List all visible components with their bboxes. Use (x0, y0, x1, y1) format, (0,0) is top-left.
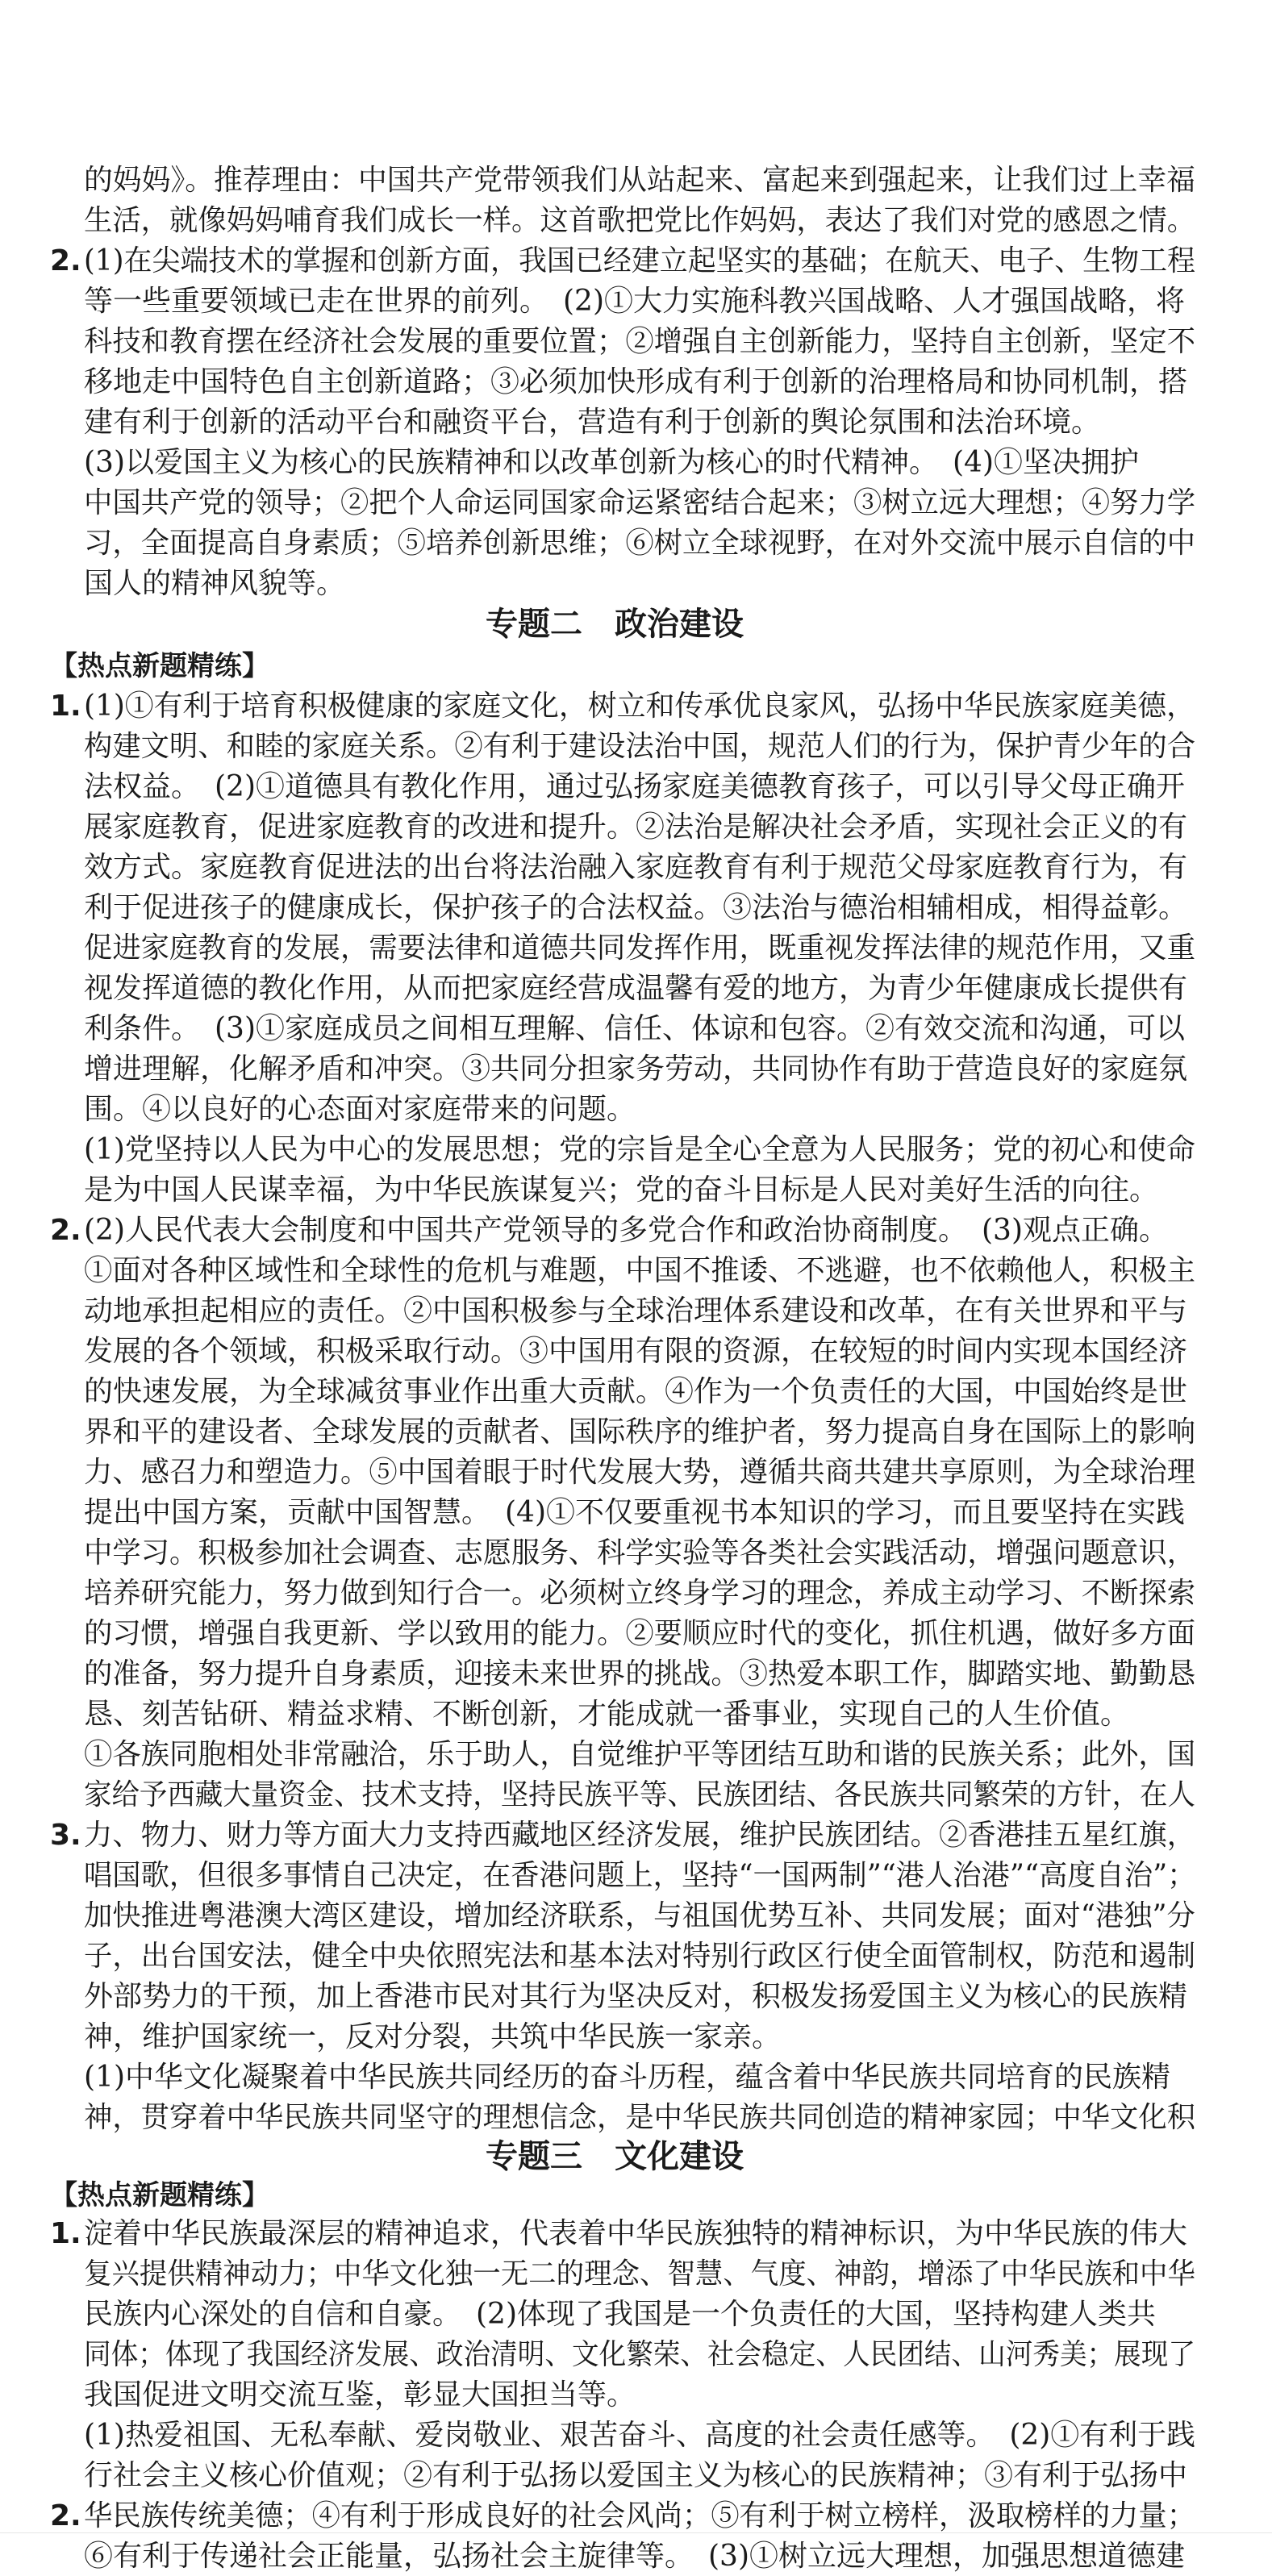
text-line: (1)在尖端技术的掌握和创新方面，我国已经建立起坚实的基础；在航天、电子、生物工程 (84, 244, 1195, 277)
section-heading: 专题三 文化建设 (486, 2138, 744, 2175)
text-line: 淀着中华民族最深层的精神追求，代表着中华民族独特的精神标识，为中华民族的伟大 (84, 2217, 1188, 2250)
text-line: 神，维护国家统一，反对分裂，共筑中华民族一家亲。 (84, 2020, 782, 2053)
text-line: 中国共产党的领导；②把个人命运同国家命运紧密结合起来；③树立远大理想；④努力学 (84, 486, 1196, 519)
text-line: 法权益。 (2)①道德具有教化作用，通过弘扬家庭美德教育孩子，可以引导父母正确开 (84, 770, 1185, 803)
text-line: (1)①有利于培育积极健康的家庭文化，树立和传承优良家风，弘扬中华民族家庭美德， (84, 690, 1196, 723)
text-line: 恳、刻苦钻研、精益求精、不断创新，才能成就一番事业，实现自己的人生价值。 (84, 1698, 1130, 1731)
text-line: 复兴提供精神动力；中华文化独一无二的理念、智慧、气度、神韵，增添了中华民族和中华 (84, 2257, 1195, 2290)
text-line: 力、感召力和塑造力。⑤中国着眼于时代发展大势，遵循共商共建共享原则，为全球治理 (84, 1456, 1196, 1489)
text-line: 构建文明、和睦的家庭关系。②有利于建设法治中国，规范人们的行为，保护青少年的合 (84, 730, 1196, 763)
text-line: 加快推进粤港澳大湾区建设，增加经济联系，与祖国优势互补、共同发展；面对“港独”分 (84, 1899, 1195, 1932)
text-line: (1)中华文化凝聚着中华民族共同经历的奋斗历程，蕴含着中华民族共同培育的民族精 (84, 2061, 1170, 2094)
text-line: 同体；体现了我国经济发展、政治清明、文化繁荣、社会稳定、人民团结、山河秀美；展现了 (84, 2338, 1196, 2371)
text-line: 界和平的建设者、全球发展的贡献者、国际秩序的维护者，努力提高自身在国际上的影响 (84, 1415, 1196, 1448)
text-line: 展家庭教育，促进家庭教育的改进和提升。②法治是解决社会矛盾，实现社会正义的有 (84, 811, 1188, 844)
subsection-label: 【热点新题精练】 (50, 650, 269, 682)
item-number: 2. (50, 244, 81, 277)
text-line: 的妈妈》。推荐理由：中国共产党带领我们从站起来、富起来到强起来，让我们过上幸福 (84, 164, 1195, 197)
text-line: 提出中国方案，贡献中国智慧。 (4)①不仅要重视书本知识的学习，而且要坚持在实践 (84, 1496, 1185, 1529)
text-line: 效方式。家庭教育促进法的出台将法治融入家庭教育有利于规范父母家庭教育行为，有 (84, 851, 1188, 884)
text-line: 增进理解，化解矛盾和冲突。③共同分担家务劳动，共同协作有助于营造良好的家庭氛 (84, 1052, 1188, 1086)
text-line: 利条件。 (3)①家庭成员之间相互理解、信任、体谅和包容。②有效交流和沟通，可以 (84, 1012, 1185, 1045)
text-line: 民族内心深处的自信和自豪。 (2)体现了我国是一个负责任的大国，坚持构建人类共 (84, 2298, 1156, 2331)
item-number: 1. (50, 690, 81, 723)
text-line: 神，贯穿着中华民族共同坚守的理想信念，是中华民族共同创造的精神家园；中华文化积 (84, 2101, 1196, 2134)
text-line: 生活，就像妈妈哺育我们成长一样。这首歌把党比作妈妈，表达了我们对党的感恩之情。 (84, 204, 1196, 237)
item-number: 1. (50, 2217, 81, 2250)
text-line: 中学习。积极参加社会调查、志愿服务、科学实验等各类社会实践活动，增强问题意识， (84, 1536, 1196, 1569)
text-line: ①各族同胞相处非常融洽，乐于助人，自觉维护平等团结互助和谐的民族关系；此外，国 (84, 1738, 1196, 1771)
text-line: 是为中国人民谋幸福，为中华民族谋复兴；党的奋斗目标是人民对美好生活的向往。 (84, 1173, 1159, 1207)
text-line: 视发挥道德的教化作用，从而把家庭经营成温馨有爱的地方，为青少年健康成长提供有 (84, 972, 1188, 1005)
subsection-label: 【热点新题精练】 (50, 2179, 269, 2211)
text-line: (2)人民代表大会制度和中国共产党领导的多党合作和政治协商制度。 (3)观点正确。 (84, 1214, 1168, 1247)
text-line: 移地走中国特色自主创新道路；③必须加快形成有利于创新的治理格局和协同机制，搭 (84, 365, 1188, 398)
text-line: ①面对各种区域性和全球性的危机与难题，中国不推诿、不逃避，也不依赖他人，积极主 (84, 1254, 1196, 1287)
text-line: 力、物力、财力等方面大力支持西藏地区经济发展，维护民族团结。②香港挂五星红旗， (84, 1819, 1196, 1852)
text-line: 培养研究能力，努力做到知行合一。必须树立终身学习的理念，养成主动学习、不断探索 (84, 1577, 1196, 1610)
text-line: 的习惯，增强自我更新、学以致用的能力。②要顺应时代的变化，抓住机遇，做好多方面 (84, 1617, 1196, 1650)
text-line: 围。④以良好的心态面对家庭带来的问题。 (84, 1093, 636, 1126)
item-number: 2. (50, 1214, 81, 1247)
text-line: 华民族传统美德；④有利于形成良好的社会风尚；⑤有利于树立榜样，汲取榜样的力量； (84, 2499, 1196, 2532)
text-line: 建有利于创新的活动平台和融资平台，营造有利于创新的舆论氛围和法治环境。 (84, 406, 1101, 439)
text-line: 外部势力的干预，加上香港市民对其行为坚决反对，积极发扬爱国主义为核心的民族精 (84, 1980, 1188, 2013)
text-line: 行社会主义核心价值观；②有利于弘扬以爱国主义为核心的民族精神；③有利于弘扬中 (84, 2459, 1188, 2492)
text-line: 科技和教育摆在经济社会发展的重要位置；②增强自主创新能力，坚持自主创新，坚定不 (84, 325, 1196, 358)
text-line: 利于促进孩子的健康成长，保护孩子的合法权益。③法治与德治相辅相成，相得益彰。 (84, 891, 1188, 924)
text-line: 家给予西藏大量资金、技术支持，坚持民族平等、民族团结、各民族共同繁荣的方针，在人 (84, 1778, 1195, 1811)
text-line: (1)党坚持以人民为中心的发展思想；党的宗旨是全心全意为人民服务；党的初心和使命 (84, 1133, 1196, 1166)
item-number: 3. (50, 1819, 81, 1852)
section-heading: 专题二 政治建设 (486, 606, 744, 643)
text-line: 我国促进文明交流互鉴，彰显大国担当等。 (84, 2378, 636, 2411)
text-line: 子，出台国安法，健全中央依照宪法和基本法对特别行政区行使全面管制权，防范和遏制 (84, 1940, 1196, 1973)
text-line: 促进家庭教育的发展，需要法律和道德共同发挥作用，既重视发挥法律的规范作用，又重 (84, 932, 1196, 965)
text-line: 唱国歌，但很多事情自己决定，在香港问题上，坚持“一国两制”“港人治港”“高度自治”； (84, 1859, 1196, 1892)
text-line: 动地承担起相应的责任。②中国积极参与全球治理体系建设和改革，在有关世界和平与 (84, 1294, 1188, 1328)
text-line: ⑥有利于传递社会正能量，弘扬社会主旋律等。 (3)①树立远大理想，加强思想道德建 (84, 2540, 1185, 2573)
text-line: 习，全面提高自身素质；⑤培养创新思维；⑥树立全球视野，在对外交流中展示自信的中 (84, 527, 1196, 560)
text-line: 的准备，努力提升自身素质，迎接未来世界的挑战。③热爱本职工作，脚踏实地、勤勤恳 (84, 1657, 1196, 1690)
text-line: (1)热爱祖国、无私奉献、爱岗敬业、艰苦奋斗、高度的社会责任感等。 (2)①有利于践 (84, 2419, 1196, 2452)
text-line: 的快速发展，为全球减贫事业作出重大贡献。④作为一个负责任的大国，中国始终是世 (84, 1375, 1188, 1408)
item-number: 2. (50, 2499, 81, 2532)
text-line: (3)以爱国主义为核心的民族精神和以改革创新为核心的时代精神。 (4)①坚决拥护 (84, 446, 1139, 479)
text-line: 国人的精神风貌等。 (84, 567, 346, 600)
page-bottom-edge (0, 2532, 1272, 2533)
text-line: 等一些重要领域已走在世界的前列。 (2)①大力实施科教兴国战略、人才强国战略，将 (84, 285, 1185, 318)
text-line: 发展的各个领域，积极采取行动。③中国用有限的资源，在较短的时间内实现本国经济 (84, 1335, 1188, 1368)
